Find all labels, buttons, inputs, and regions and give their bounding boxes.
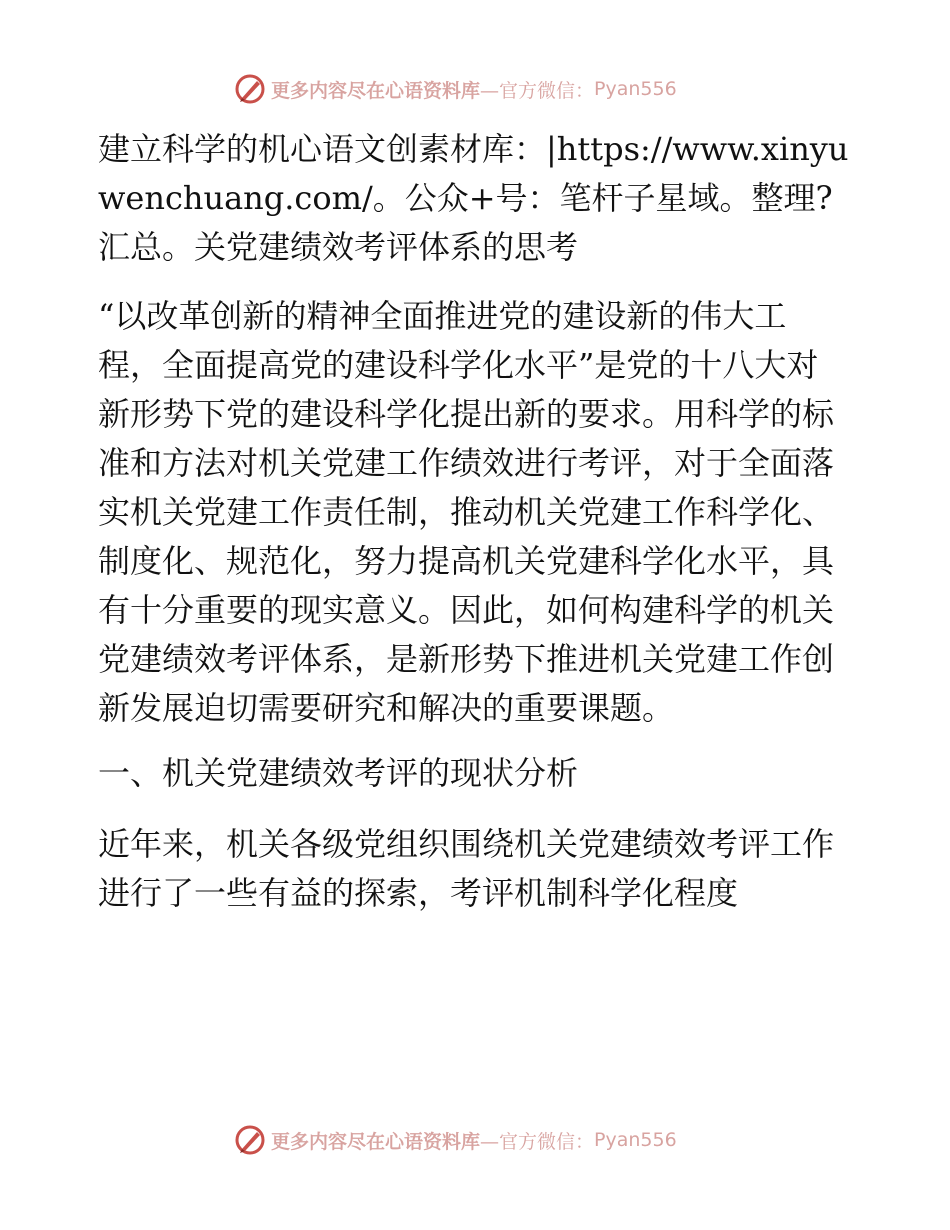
watermark-separator: —官方微信： [480,1130,595,1153]
pen-logo-icon [233,72,267,106]
body-paragraph-2: 近年来，机关各级党组织围绕机关党建绩效考评工作进行了一些有益的探索，考评机制科学化程度 [98,825,835,912]
watermark-separator: —官方微信： [480,79,595,102]
body-paragraph-1: “以改革创新的精神全面推进党的建设新的伟大工程，全面提高党的建设科学化水平”是党的十八大对新形势下党的建设科学化提出新的要求。用科学的标准和方法对机关党建工作绩效进行考评，对于全面落实机关党建工作责任制，推动机关党建工作科学化、制度化、规范化，努力提高机关党建科学化水平，具有十分重要的现实意义。因此，如何构建科学的机关党建绩效考评体系，是新形势下推进机关党建工作创新发展迫切需要研究和解决的重要课题。 [98,297,835,727]
header-watermark [233,70,677,108]
section-heading-1: 一、机关党建绩效考评的现状分析 [98,754,579,792]
document-body [98,125,850,918]
footer-watermark [233,1121,677,1159]
watermark-text: 更多内容尽在心语资料库 [271,79,481,102]
pen-logo-icon [233,1123,267,1157]
watermark-text: 更多内容尽在心语资料库 [271,1130,481,1153]
watermark-account: Pyan556 [594,1129,677,1151]
intro-paragraph: 建立科学的机心语文创素材库：|https://www.xinyuwenchuang.com/。公众+号：笔杆子星域。整理?汇总。关党建绩效考评体系的思考 [98,130,849,266]
watermark-account: Pyan556 [594,78,677,100]
